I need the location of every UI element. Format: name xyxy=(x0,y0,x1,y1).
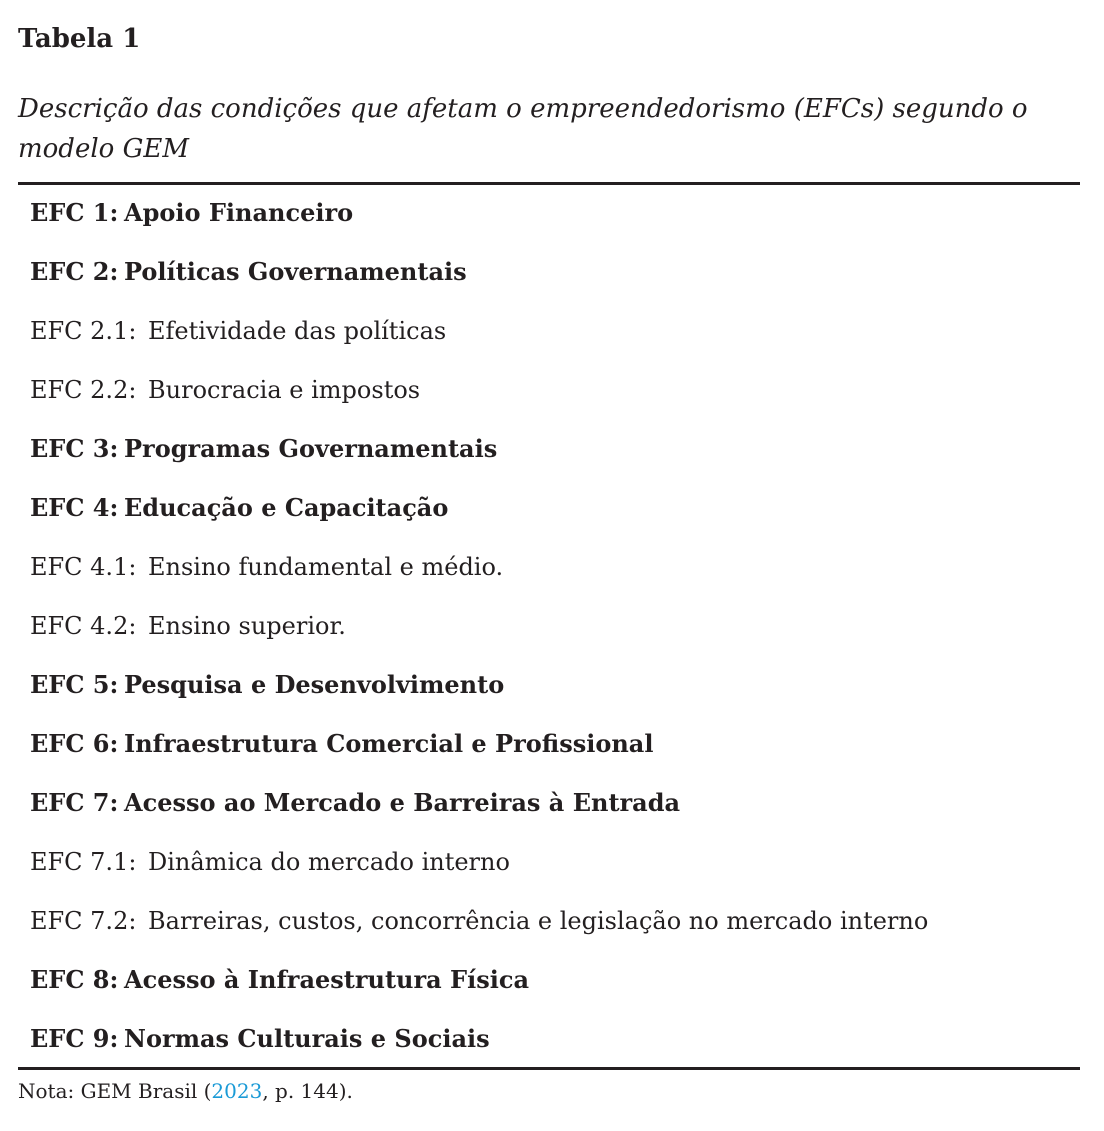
efc-label: Ensino fundamental e médio. xyxy=(148,552,504,581)
efc-label: Normas Culturais e Sociais xyxy=(124,1024,490,1053)
table-row xyxy=(18,360,1080,419)
efc-label: Burocracia e impostos xyxy=(148,375,421,404)
table-row xyxy=(18,950,1080,1009)
efc-label: Apoio Financeiro xyxy=(124,198,354,227)
efc-code: EFC 3: xyxy=(30,434,119,463)
table-row xyxy=(18,773,1080,832)
efc-label: Infraestrutura Comercial e Profissional xyxy=(124,729,654,758)
efc-label: Ensino superior. xyxy=(148,611,346,640)
table-row xyxy=(18,655,1080,714)
citation-link[interactable]: 2023 xyxy=(211,1079,263,1103)
table-row xyxy=(18,419,1080,478)
efc-code: EFC 8: xyxy=(30,965,119,994)
efc-code: EFC 4.1: xyxy=(30,552,137,581)
efc-code: EFC 2.2: xyxy=(30,375,137,404)
efc-code: EFC 9: xyxy=(30,1024,119,1053)
efc-label: Acesso ao Mercado e Barreiras à Entrada xyxy=(124,788,681,817)
table-row xyxy=(18,478,1080,537)
table-row xyxy=(18,714,1080,773)
table-row xyxy=(18,301,1080,360)
table-note xyxy=(18,1079,353,1103)
efc-code: EFC 7: xyxy=(30,788,119,817)
table-row xyxy=(18,1009,1080,1068)
efc-code: EFC 4: xyxy=(30,493,119,522)
table-row xyxy=(18,596,1080,655)
note-prefix: Nota: GEM Brasil ( xyxy=(18,1079,212,1103)
efc-label: Dinâmica do mercado interno xyxy=(148,847,510,876)
efc-label: Pesquisa e Desenvolvimento xyxy=(124,670,505,699)
efc-code: EFC 2.1: xyxy=(30,316,137,345)
efc-code: EFC 6: xyxy=(30,729,119,758)
efc-code: EFC 4.2: xyxy=(30,611,137,640)
efc-label: Barreiras, custos, concorrência e legislação no mercado interno xyxy=(148,906,929,935)
efc-label: Programas Governamentais xyxy=(124,434,498,463)
efc-code: EFC 7.2: xyxy=(30,906,137,935)
table-row xyxy=(18,183,1080,242)
note-suffix: , p. 144). xyxy=(262,1079,353,1103)
efc-code: EFC 2: xyxy=(30,257,119,286)
efc-label: Acesso à Infraestrutura Física xyxy=(124,965,529,994)
table-row xyxy=(18,537,1080,596)
efc-label: Educação e Capacitação xyxy=(124,493,449,522)
table-row xyxy=(18,891,1080,950)
efc-table xyxy=(18,183,1080,1068)
efc-code: EFC 1: xyxy=(30,198,119,227)
table-row xyxy=(18,242,1080,301)
efc-label: Efetividade das políticas xyxy=(148,316,447,345)
efc-code: EFC 7.1: xyxy=(30,847,137,876)
table-row xyxy=(18,832,1080,891)
efc-code: EFC 5: xyxy=(30,670,119,699)
table-title: Tabela 1 xyxy=(18,24,141,54)
bottom-rule xyxy=(18,1067,1080,1070)
efc-label: Políticas Governamentais xyxy=(124,257,467,286)
table-subtitle: Descrição das condições que afetam o empreendedorismo (EFCs) segundo o modelo GEM xyxy=(18,94,1028,164)
